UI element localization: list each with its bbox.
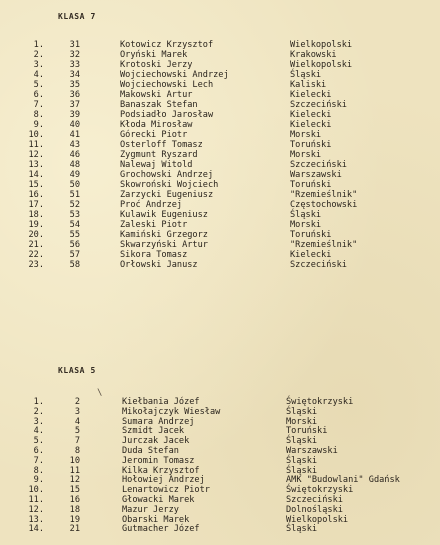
competitor-name: Jurczak Jacek xyxy=(122,436,190,447)
competitor-name: Kłoda Mirosław xyxy=(120,120,193,130)
start-number: 36 xyxy=(69,90,80,100)
table-row xyxy=(0,485,440,495)
club-name: Częstochowski xyxy=(290,200,358,210)
row-index: 2. xyxy=(33,50,44,60)
competitor-name: Mazur Jerzy xyxy=(122,504,179,515)
club-name: Śląski xyxy=(290,70,322,80)
club-name: Szczeciński xyxy=(290,260,347,270)
competitor-name: Proć Andrzej xyxy=(120,200,183,210)
club-name: Morski xyxy=(290,130,322,140)
competitor-name: Kotowicz Krzysztof xyxy=(120,40,214,50)
competitor-name: Sumara Andrzej xyxy=(122,416,195,427)
row-index: 9. xyxy=(33,120,44,130)
table-row xyxy=(0,260,440,270)
start-number: 53 xyxy=(69,210,80,220)
competitor-name: Hołowiej Andrzej xyxy=(122,475,205,486)
start-number: 21 xyxy=(69,524,80,535)
table-row xyxy=(0,160,440,170)
table-row xyxy=(0,524,440,534)
table-row xyxy=(0,60,440,70)
table-row xyxy=(0,180,440,190)
club-name: Szczeciński xyxy=(286,495,343,505)
competitor-name: Nalewaj Witold xyxy=(120,160,193,170)
competitor-name: Kiełbania Józef xyxy=(122,397,200,407)
start-number: 35 xyxy=(69,80,80,90)
table-row xyxy=(0,495,440,505)
row-index: 4. xyxy=(33,426,44,437)
start-number: 50 xyxy=(69,180,80,190)
row-index: 11. xyxy=(28,495,44,505)
club-name: Śląski xyxy=(286,524,318,535)
table-row xyxy=(0,426,440,436)
competitor-name: Szmidt Jacek xyxy=(122,426,185,437)
competitor-name: Oryński Marek xyxy=(120,50,188,60)
start-number: 5 xyxy=(74,426,80,437)
row-index: 8. xyxy=(33,465,44,476)
row-index: 10. xyxy=(28,130,44,140)
table-row xyxy=(0,505,440,515)
club-name: Wielkopolski xyxy=(286,514,349,525)
row-index: 17. xyxy=(28,200,44,210)
club-name: Morski xyxy=(290,220,322,230)
row-index: 7. xyxy=(33,100,44,110)
start-number: 18 xyxy=(69,504,80,515)
competitor-name: Osterloff Tomasz xyxy=(120,140,203,150)
row-index: 5. xyxy=(33,80,44,90)
club-name: Kaliski xyxy=(290,80,327,90)
table-row xyxy=(0,466,440,476)
club-name: Warszawski xyxy=(286,446,338,456)
club-name: Kielecki xyxy=(290,120,332,130)
row-index: 10. xyxy=(28,485,44,496)
start-number: 11 xyxy=(69,465,80,476)
start-number: 32 xyxy=(69,50,80,60)
club-name: AMK "Budowlani" Gdańsk xyxy=(286,475,400,486)
table-row xyxy=(0,240,440,250)
competitor-name: Krotoski Jerzy xyxy=(120,60,193,70)
row-index: 22. xyxy=(28,250,44,260)
row-index: 8. xyxy=(33,110,44,120)
row-index: 13. xyxy=(28,160,44,170)
row-index: 1. xyxy=(33,40,44,50)
row-index: 1. xyxy=(33,397,44,407)
row-index: 5. xyxy=(33,436,44,447)
table-row xyxy=(0,40,440,50)
start-number: 7 xyxy=(74,436,80,447)
start-number: 58 xyxy=(69,260,80,270)
start-number: 31 xyxy=(69,40,80,50)
table-row xyxy=(0,90,440,100)
start-number: 51 xyxy=(69,190,80,200)
club-name: Śląski xyxy=(286,455,318,466)
competitor-name: Jeromin Tomasz xyxy=(122,455,195,466)
start-number: 55 xyxy=(69,230,80,240)
start-number: 16 xyxy=(69,495,80,505)
start-number: 52 xyxy=(69,200,80,210)
row-index: 9. xyxy=(33,475,44,486)
row-index: 12. xyxy=(28,504,44,515)
start-number: 40 xyxy=(69,120,80,130)
start-number: 46 xyxy=(69,150,80,160)
row-index: 14. xyxy=(28,524,44,535)
row-index: 3. xyxy=(33,416,44,427)
row-index: 6. xyxy=(33,446,44,456)
row-index: 4. xyxy=(33,70,44,80)
club-name: Szczeciński xyxy=(290,160,347,170)
club-name: Wielkopolski xyxy=(290,40,353,50)
competitor-name: Kulawik Eugeniusz xyxy=(120,210,208,220)
start-number: 57 xyxy=(69,250,80,260)
competitor-name: Duda Stefan xyxy=(122,446,179,456)
table-row xyxy=(0,190,440,200)
row-index: 18. xyxy=(28,210,44,220)
row-index: 14. xyxy=(28,170,44,180)
table-row xyxy=(0,140,440,150)
club-name: Toruński xyxy=(290,140,332,150)
table-row xyxy=(0,436,440,446)
club-name: Śląski xyxy=(290,210,322,220)
row-index: 21. xyxy=(28,240,44,250)
table-row xyxy=(0,210,440,220)
table-row xyxy=(0,200,440,210)
row-index: 15. xyxy=(28,180,44,190)
club-name: "Rzemieślnik" xyxy=(290,240,358,250)
table-row xyxy=(0,220,440,230)
table-row xyxy=(0,515,440,525)
club-name: Szczeciński xyxy=(290,100,347,110)
stray-mark: \ xyxy=(97,388,103,398)
start-number: 39 xyxy=(69,110,80,120)
competitor-name: Skowroński Wojciech xyxy=(120,180,219,190)
club-name: Krakowski xyxy=(290,50,337,60)
row-index: 2. xyxy=(33,406,44,417)
competitor-name: Zaleski Piotr xyxy=(120,220,188,230)
club-name: Świętokrzyski xyxy=(286,485,354,496)
competitor-name: Orłowski Janusz xyxy=(120,260,198,270)
row-index: 19. xyxy=(28,220,44,230)
table-row xyxy=(0,417,440,427)
club-name: Warszawski xyxy=(290,170,342,180)
table-row xyxy=(0,80,440,90)
competitor-name: Gutmacher Józef xyxy=(122,524,200,535)
competitor-name: Kilka Krzysztof xyxy=(122,465,200,476)
start-number: 19 xyxy=(69,514,80,525)
table-row xyxy=(0,120,440,130)
table-row xyxy=(0,475,440,485)
competitor-name: Wojciechowski Lech xyxy=(120,80,214,90)
club-name: Kielecki xyxy=(290,110,332,120)
competitor-name: Głowacki Marek xyxy=(122,495,195,505)
table-row xyxy=(0,456,440,466)
competitor-name: Makowski Artur xyxy=(120,90,193,100)
table-row xyxy=(0,397,440,407)
table-row xyxy=(0,170,440,180)
competitor-name: Sikora Tomasz xyxy=(120,250,188,260)
start-number: 33 xyxy=(69,60,80,70)
start-number: 48 xyxy=(69,160,80,170)
competitor-name: Lenartowicz Piotr xyxy=(122,485,210,496)
competitor-name: Podsiadło Jarosław xyxy=(120,110,214,120)
club-name: Morski xyxy=(290,150,322,160)
row-index: 11. xyxy=(28,140,44,150)
table-row xyxy=(0,150,440,160)
start-number: 34 xyxy=(69,70,80,80)
competitor-name: Banaszak Stefan xyxy=(120,100,198,110)
start-number: 12 xyxy=(69,475,80,486)
competitor-name: Wojciechowski Andrzej xyxy=(120,70,229,80)
start-number: 41 xyxy=(69,130,80,140)
start-number: 2 xyxy=(74,397,80,407)
club-name: Kielecki xyxy=(290,90,332,100)
start-number: 10 xyxy=(69,455,80,466)
start-number: 15 xyxy=(69,485,80,496)
row-index: 6. xyxy=(33,90,44,100)
club-name: Toruński xyxy=(290,180,332,190)
row-index: 20. xyxy=(28,230,44,240)
start-number: 4 xyxy=(74,416,80,427)
row-index: 12. xyxy=(28,150,44,160)
competitor-name: Grochowski Andrzej xyxy=(120,170,214,180)
row-index: 3. xyxy=(33,60,44,70)
table-row xyxy=(0,50,440,60)
table-row xyxy=(0,70,440,80)
competitor-name: Obarski Marek xyxy=(122,514,190,525)
start-number: 49 xyxy=(69,170,80,180)
competitor-name: Zarzycki Eugeniusz xyxy=(120,190,214,200)
club-name: Kielecki xyxy=(290,250,332,260)
club-name: Śląski xyxy=(286,465,318,476)
row-index: 23. xyxy=(28,260,44,270)
competitor-name: Zygmunt Ryszard xyxy=(120,150,198,160)
row-index: 7. xyxy=(33,455,44,466)
competitor-name: Skwarzyński Artur xyxy=(120,240,208,250)
start-number: 43 xyxy=(69,140,80,150)
competitor-name: Górecki Piotr xyxy=(120,130,188,140)
club-name: Dolnośląski xyxy=(286,504,343,515)
table-row xyxy=(0,130,440,140)
row-index: 13. xyxy=(28,514,44,525)
club-name: Morski xyxy=(286,416,318,427)
club-name: Śląski xyxy=(286,436,318,447)
start-number: 54 xyxy=(69,220,80,230)
start-number: 8 xyxy=(74,446,80,456)
start-number: 56 xyxy=(69,240,80,250)
start-number: 37 xyxy=(69,100,80,110)
competitor-name: Kamiński Grzegorz xyxy=(120,230,208,240)
table-row xyxy=(0,250,440,260)
row-index: 16. xyxy=(28,190,44,200)
heading-klasa-5: KLASA 5 xyxy=(58,366,96,375)
table-row xyxy=(0,110,440,120)
competitor-name: Mikołajczyk Wiesław xyxy=(122,406,221,417)
club-name: Wielkopolski xyxy=(290,60,353,70)
heading-klasa-7: KLASA 7 xyxy=(58,12,96,21)
table-row xyxy=(0,446,440,456)
club-name: Toruński xyxy=(290,230,332,240)
start-number: 3 xyxy=(74,406,80,417)
club-name: "Rzemieślnik" xyxy=(290,190,358,200)
table-row xyxy=(0,100,440,110)
table-row xyxy=(0,230,440,240)
table-row xyxy=(0,407,440,417)
club-name: Śląski xyxy=(286,406,318,417)
club-name: Toruński xyxy=(286,426,328,437)
club-name: Świętokrzyski xyxy=(286,397,354,407)
